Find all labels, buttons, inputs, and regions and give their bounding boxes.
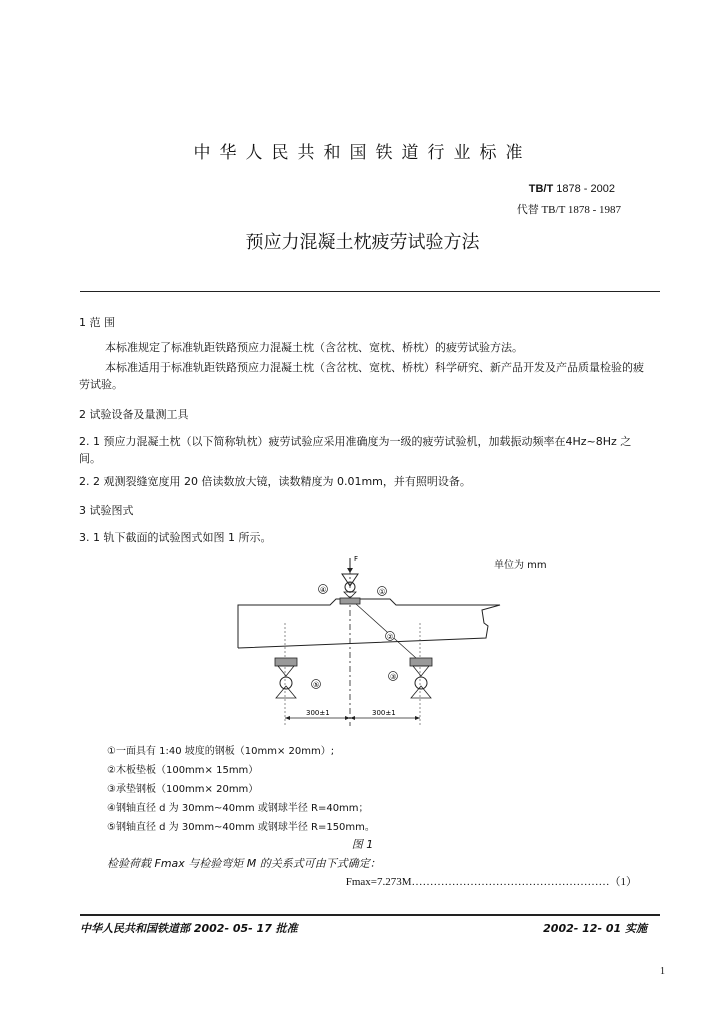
left-support-plate: [275, 658, 297, 666]
clause-2-2: 2. 2 观测裂缝宽度用 20 倍读数放大镜，读数精度为 0.01mm，并有照明设备。: [79, 475, 471, 488]
relation-text: 检验荷载 Fmax 与检验弯矩 M 的关系式可由下式确定：: [107, 857, 381, 870]
footer-rule: [80, 914, 660, 916]
section-1-title: 1 范 围: [79, 316, 115, 329]
formula: Fmax=7.273M………………………………………………（1）: [345, 876, 637, 888]
section-3-title: 3 试验图式: [79, 504, 134, 517]
dimension-left: 300±1: [306, 709, 330, 717]
standard-code: TB/T: [528, 183, 554, 195]
implementation-date: 2002- 12- 01 实施: [543, 922, 647, 935]
page-number: 1: [660, 966, 665, 977]
clause-3-1: 3. 1 轨下截面的试验图式如图 1 所示。: [79, 531, 272, 544]
load-label: F: [354, 555, 359, 563]
section-1-para-2: 本标准适用于标准轨距铁路预应力混凝土枕（含岔枕、宽枕、桥枕）科学研究、新产品开发及产品质量检验的疲劳试验。: [79, 361, 644, 391]
standard-number: [529, 183, 615, 195]
replaces-standard: 代替 TB/T 1878 - 1987: [516, 204, 621, 216]
section-1-para-1: 本标准规定了标准轨距铁路预应力混凝土枕（含岔枕、宽枕、桥枕）的疲劳试验方法。: [105, 341, 523, 354]
unit-label: 单位为 mm: [494, 560, 547, 571]
marker-4: ④: [320, 586, 327, 594]
right-support-wedge: [413, 666, 429, 676]
left-support-base: [276, 686, 296, 698]
org-title: 中华人民共和国铁道行业标准: [193, 143, 532, 163]
figure-note-3: ③承垫钢板（100mm× 20mm）: [107, 784, 259, 795]
figure-note-5: ⑤钢轴直径 d 为 30mm~40mm 或钢球半径 R=150mm。: [107, 822, 375, 833]
left-support-ball: [280, 677, 292, 689]
figure-caption: 图 1: [351, 838, 374, 851]
figure-note-4: ④钢轴直径 d 为 30mm~40mm 或钢球半径 R=40mm；: [107, 803, 369, 814]
approval-date: 中华人民共和国铁道部 2002- 05- 17 批准: [80, 922, 298, 935]
standard-year: 1878 - 2002: [556, 183, 615, 195]
marker-2: ②: [387, 633, 394, 641]
marker-5: ⑤: [313, 681, 320, 689]
header-rule: [80, 291, 660, 292]
load-arrowhead: [347, 568, 353, 573]
right-support-base: [411, 686, 431, 698]
marker-3: ③: [390, 673, 397, 681]
test-setup-figure: [220, 548, 510, 733]
right-support-ball: [415, 677, 427, 689]
figure-note-1: ①一面具有 1:40 坡度的钢板（10mm× 20mm）;: [107, 746, 335, 757]
clause-2-1: 2. 1 预应力混凝土枕（以下简称轨枕）疲劳试验应采用准确度为一级的疲劳试验机，加载振动频率在4Hz~8Hz 之间。: [79, 435, 632, 465]
left-support-wedge: [278, 666, 294, 676]
marker-1: ①: [379, 588, 386, 596]
figure-note-2: ②木板垫板（100mm× 15mm）: [107, 765, 259, 776]
right-support-plate: [410, 658, 432, 666]
leader-line: [356, 604, 416, 658]
section-2-title: 2 试验设备及量测工具: [79, 408, 189, 421]
top-steel-plate: [340, 598, 360, 604]
document-title: 预应力混凝土枕疲劳试验方法: [245, 232, 480, 253]
sleeper-outline: [238, 599, 500, 648]
dimension-right: 300±1: [372, 709, 396, 717]
